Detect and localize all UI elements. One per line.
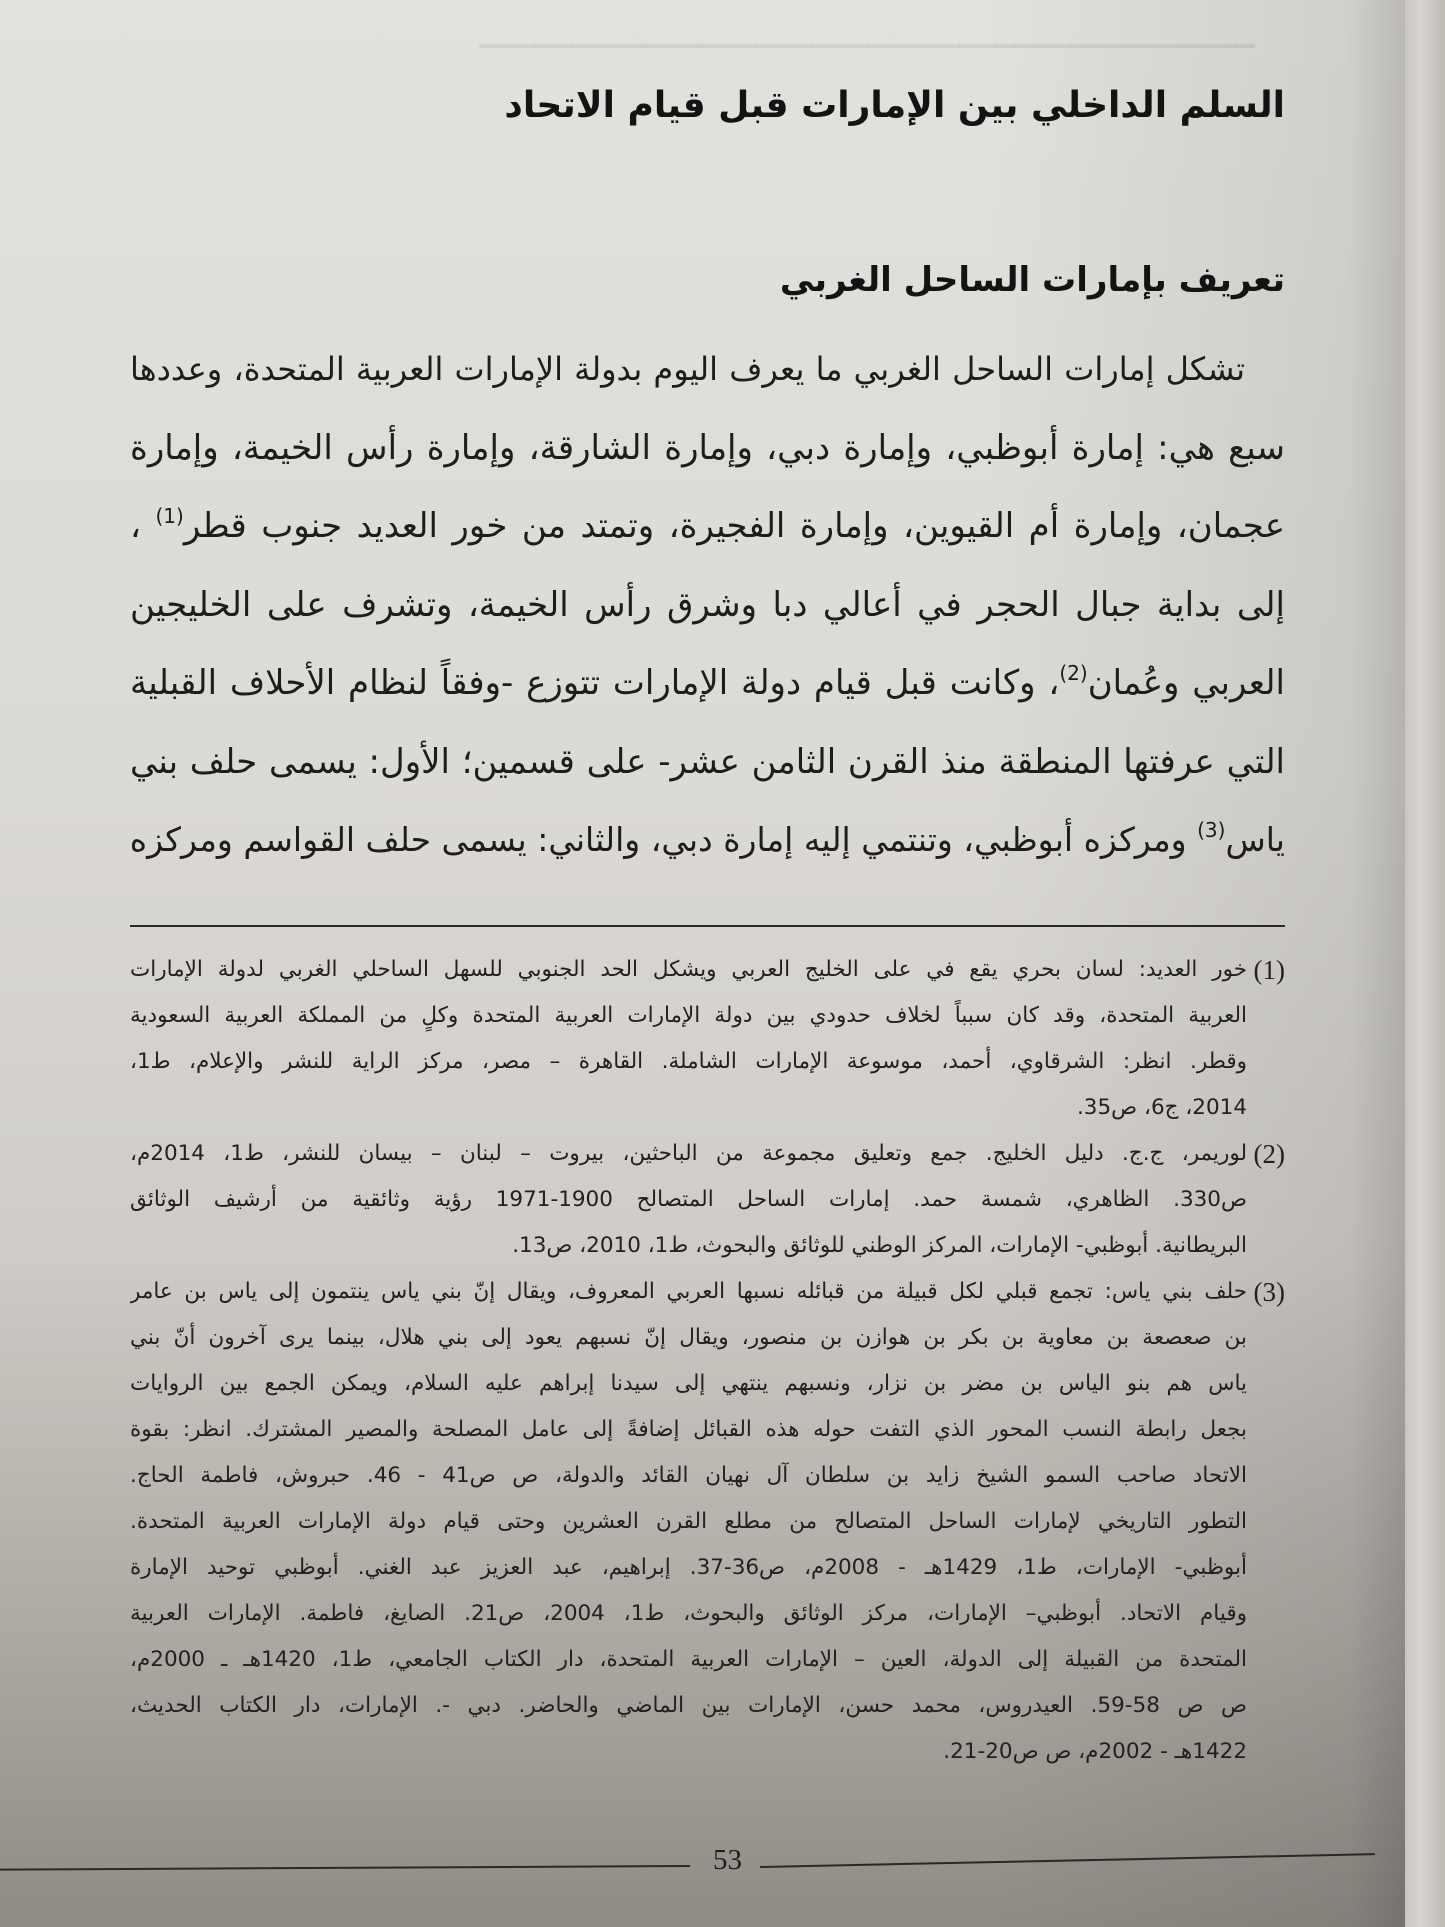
footnote-line: خور العديد: لسان بحري يقع في على الخليج العربي ويشكل الحد الجنوبي للسهل الساحلي الغربي لدولة الإمارات <box>130 957 1247 982</box>
footnotes <box>130 947 1285 1775</box>
chapter-title: السلم الداخلي بين الإمارات قبل قيام الاتحاد <box>504 85 1285 126</box>
section-title: تعريف بإمارات الساحل الغربي <box>779 260 1285 300</box>
footnote-line: بجعل رابطة النسب المحور الذي التفت حوله هذه القبائل إضافةً إلى عامل المصلحة والمصير المشترك. انظر: بقوة <box>130 1417 1247 1442</box>
footnote-ref-2[interactable]: (2) <box>1059 661 1088 685</box>
footnote-line: ياس هم بنو الياس بن مضر بن نزار، ونسبهم ينتهي إلى سيدنا إبراهم عليه السلام، ويمكن الجمع بين الروايات <box>130 1371 1247 1396</box>
footnote-line: وقيام الاتحاد. أبوظبي– الإمارات، مركز الوثائق والبحوث، ط1، 2004، ص21. الصايغ، فاطمة. الإمارات العربية <box>130 1601 1247 1626</box>
body-line-text: ومركزه أبوظبي، وتنتمي إليه إمارة دبي، والثاني: يسمى حلف القواسم ومركزه <box>130 820 1187 859</box>
body-line-tail: ، <box>130 506 141 546</box>
footnote-line: حلف بني ياس: تجمع قبلي لكل قبيلة من قبائله نسبها العربي المعروف، ويقال إنّ بني ياس ينتمون إلى ياس بن عامر <box>130 1279 1247 1304</box>
footnote-ref-3[interactable]: (3) <box>1197 818 1226 842</box>
footnote-3 <box>130 1269 1285 1775</box>
footnote-line: وقطر. انظر: الشرقاوي، أحمد، موسوعة الإمارات الشاملة. القاهرة – مصر، مركز الراية للنشر والإعلام، ط1، <box>130 1049 1247 1074</box>
body-line <box>130 330 1285 409</box>
footnote-line: لوريمر، ج.ج. دليل الخليج. جمع وتعليق مجموعة من الباحثين، بيروت – لبنان – بيسان للنشر، ط1، 2014م، <box>130 1141 1247 1166</box>
body-line <box>130 409 1285 488</box>
footer-rule-left <box>0 1865 690 1871</box>
footnote-line: ص ص 58-59. العيدروس، محمد حسن، الإمارات بين الماضي والحاضر. دبي -. الإمارات، دار الكتاب الحديث، <box>130 1693 1247 1718</box>
footnote-line: العربية المتحدة، وقد كان سبباً لخلاف حدودي بين دولة الإمارات العربية المتحدة وكلٍ من المملكة العربية السعودية <box>130 1003 1247 1028</box>
body-line-text: إلى بداية جبال الحجر في أعالي دبا وشرق رأس الخيمة، وتشرف على الخليجين <box>130 584 1285 625</box>
body-line-text: تشكل إمارات الساحل الغربي ما يعرف اليوم بدولة الإمارات العربية المتحدة، وعددها <box>130 350 1245 388</box>
body-line <box>130 801 1285 880</box>
footnote-number: (3) <box>1253 1277 1285 1307</box>
page-content <box>130 85 1285 1764</box>
body-line-text: ياس <box>1225 820 1285 859</box>
footnote-number: (2) <box>1253 1139 1285 1169</box>
footnote-2 <box>130 1131 1285 1269</box>
footnote-line: 1422هـ - 2002م، ص ص20-21. <box>943 1739 1247 1764</box>
footnote-1 <box>130 947 1285 1131</box>
facing-page-edge <box>1405 0 1445 1927</box>
body-line-text: ، وكانت قبل قيام دولة الإمارات تتوزع -وفقاً لنظام الأحلاف القبلية <box>130 663 1060 703</box>
footnote-line: أبوظبي- الإمارات، ط1، 1429هـ - 2008م، ص36-37. إبراهيم، عبد العزيز عبد الغني. أبوظبي توحيد الإمارة <box>130 1555 1247 1580</box>
footnote-line: التطور التاريخي لإمارات الساحل المتصالح من مطلع القرن العشرين وحتى قيام دولة الإمارات العربية المتحدة. <box>130 1509 1247 1534</box>
body-line <box>130 566 1285 645</box>
body-line-text: سبع هي: إمارة أبوظبي، وإمارة دبي، وإمارة الشارقة، وإمارة رأس الخيمة، وإمارة <box>130 427 1285 468</box>
footnote-line: المتحدة من القبيلة إلى الدولة، العين – الإمارات العربية المتحدة، دار الكتاب الجامعي، ط1، 1420هـ ـ 2000م، <box>130 1647 1247 1672</box>
body-line-text: عجمان، وإمارة أم القيوين، وإمارة الفجيرة، وتمتد من خور العديد جنوب قطر <box>183 506 1285 546</box>
body-line <box>130 487 1285 566</box>
footnote-number: (1) <box>1253 955 1285 985</box>
body-line <box>130 723 1285 802</box>
footnote-separator <box>130 925 1285 927</box>
body-line-text: التي عرفتها المنطقة منذ القرن الثامن عشر- على قسمين؛ الأول: يسمى حلف بني <box>130 741 1285 782</box>
body-line <box>130 644 1285 723</box>
footnote-line: الاتحاد صاحب السمو الشيخ زايد بن سلطان آل نهيان القائد والدولة، ص ص41 - 46. حبروش، فاطمة الحاج. <box>130 1463 1247 1488</box>
body-paragraph <box>130 330 1285 880</box>
page-footer <box>0 1838 1405 1888</box>
footer-rule-right <box>760 1853 1375 1868</box>
body-line-text: العربي وعُمان <box>1087 663 1285 703</box>
footnote-line: بن صعصعة بن معاوية بن بكر بن هوازن بن منصور، ويقال إنّ نسبهم يعود إلى بني هلال، بينما يرى آخرون أنّ بني <box>130 1325 1247 1350</box>
footnote-line: 2014، ج6، ص35. <box>1076 1095 1247 1120</box>
footnote-line: ص330. الظاهري، شمسة حمد. إمارات الساحل المتصالح 1900-1971 رؤية وثائقية من أرشيف الوثائق <box>130 1187 1247 1212</box>
page-number: 53 <box>713 1844 742 1876</box>
show-through-text: ▁▁▁▁▁▁▁▁▁▁▁▁▁▁▁▁▁▁▁▁▁▁▁▁▁▁▁▁▁▁▁▁▁▁▁▁▁▁▁▁▁▁ <box>479 20 1255 48</box>
footnote-ref-1[interactable]: (1) <box>155 504 184 528</box>
footnote-line: البريطانية. أبوظبي- الإمارات، المركز الوطني للوثائق والبحوث، ط1، 2010، ص13. <box>512 1233 1247 1258</box>
